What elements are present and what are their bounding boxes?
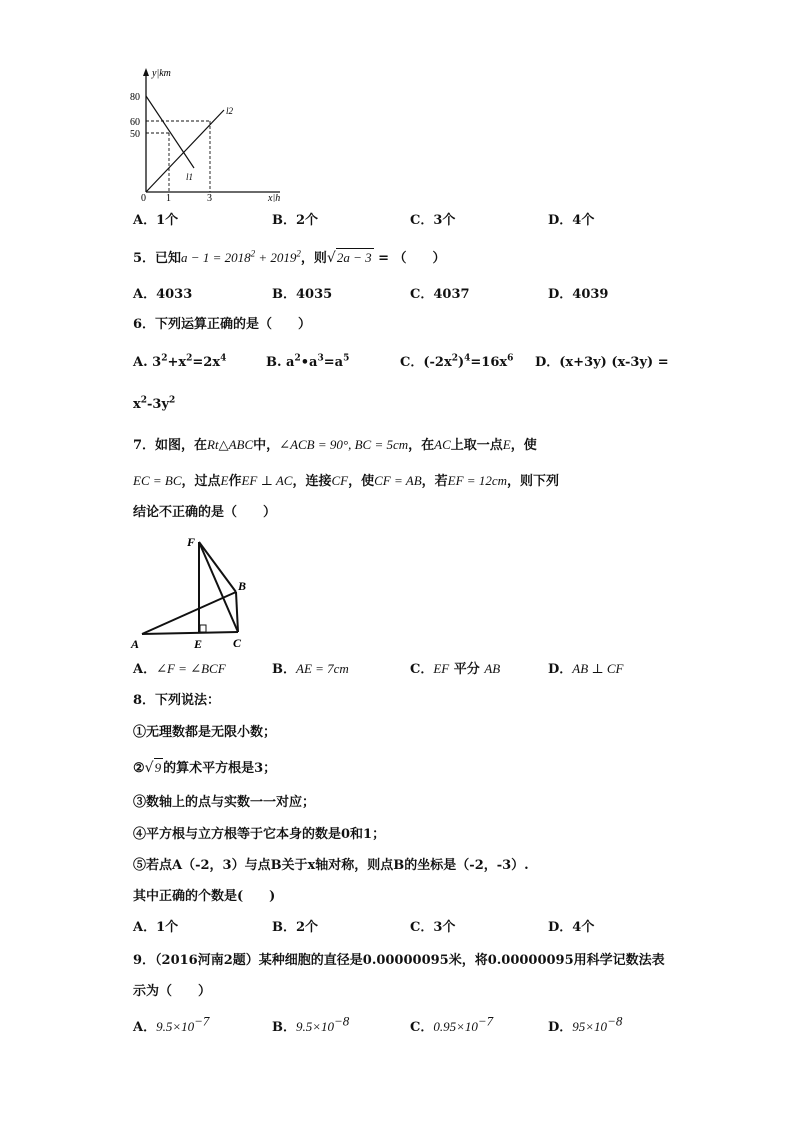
- y-tick-60: 60: [130, 117, 140, 128]
- q7-line-3: 结论不正确的是（ ）: [133, 505, 277, 520]
- segment-ab: [142, 592, 236, 634]
- q6-option-d-continued: $x^2-3y^2$: [133, 395, 176, 412]
- y-tick-80: 80: [130, 92, 140, 103]
- y-axis-arrow: [143, 68, 149, 76]
- q4-option-d: D．4个: [548, 213, 595, 228]
- distance-time-graph: [128, 62, 288, 202]
- q6-option-a: A. $3^2+x^2=2x^4$: [133, 353, 227, 370]
- q9-line-2: 示为（ ）: [133, 984, 212, 999]
- q8-option-c: C．3个: [410, 920, 456, 935]
- line-l2: [146, 110, 224, 192]
- label-b: B: [238, 579, 247, 593]
- q9-option-a: A．$9.5\times 10^{-7}$: [133, 1013, 210, 1035]
- label-c: C: [233, 636, 242, 650]
- label-f: F: [187, 535, 196, 549]
- label-e: E: [194, 637, 203, 651]
- x-tick-0: 0: [141, 193, 146, 202]
- q8-question: 其中正确的个数是( ): [133, 889, 276, 904]
- q5-stem: 5．已知$a - 1 = 2018^2 + 2019^2$，则√2a − 3 = （ ）: [133, 248, 446, 266]
- q5-option-b: B．4035: [272, 287, 333, 302]
- q7-option-c: C．EF 平分 AB: [410, 661, 501, 677]
- label-l1: l1: [186, 172, 194, 182]
- q8-statement-4: ④平方根与立方根等于它本身的数是0和1；: [133, 827, 386, 842]
- right-angle-mark: [200, 625, 206, 632]
- q6-option-c: C．$(-2x^2)^4=16x^6$: [400, 353, 514, 370]
- q8-option-b: B．2个: [272, 920, 319, 935]
- q7-option-a: A．∠F = ∠BCF: [133, 661, 226, 677]
- q7-option-b: B．AE = 7cm: [272, 661, 349, 677]
- q8-statement-1: ①无理数都是无限小数；: [133, 725, 277, 740]
- q7-option-d: D．AB ⊥ CF: [548, 661, 624, 677]
- y-axis-label: y|km: [152, 68, 171, 79]
- x-axis-label: x|h: [268, 193, 281, 202]
- q8-statement-2: ②√9 的算术平方根是3；: [133, 760, 277, 776]
- q8-statement-3: ③数轴上的点与实数一一对应；: [133, 795, 316, 810]
- q5-option-d: D．4039: [548, 287, 609, 302]
- label-a: A: [131, 637, 140, 651]
- q8-option-d: D．4个: [548, 920, 595, 935]
- q9-option-b: B．$9.5\times 10^{-8}$: [272, 1013, 350, 1035]
- segment-ac: [142, 632, 238, 634]
- q4-option-b: B．2个: [272, 213, 319, 228]
- q9-line-1: 9．（2016河南2题）某种细胞的直径是0.00000095米，将0.00000095用科学记数法表: [133, 953, 665, 968]
- q7-line-1: 7．如图，在Rt△ABC中，∠ACB = 90°, BC = 5cm，在AC上取一点E，使: [133, 437, 537, 453]
- q8-stem: 8．下列说法：: [133, 693, 221, 708]
- q7-line-2: EC = BC，过点E作EF ⊥ AC，连接CF，使CF = AB，若EF = 12cm，则下列: [133, 473, 559, 489]
- q8-statement-5: ⑤若点A（-2，3）与点B关于x轴对称，则点B的坐标是（-2，-3）.: [133, 858, 529, 873]
- x-tick-3: 3: [207, 193, 212, 202]
- triangle-figure: [130, 530, 260, 652]
- q8-option-a: A．1个: [133, 920, 179, 935]
- q5-option-c: C．4037: [410, 287, 470, 302]
- q4-option-a: A．1个: [133, 213, 179, 228]
- line-l1: [146, 96, 194, 168]
- q6-option-d: D．(x+3y) (x-3y) =: [535, 355, 669, 370]
- q5-option-a: A．4033: [133, 287, 193, 302]
- q6-stem: 6．下列运算正确的是（ ）: [133, 317, 312, 332]
- q4-option-c: C．3个: [410, 213, 456, 228]
- label-l2: l2: [226, 106, 234, 116]
- q9-option-d: D．$95\times 10^{-8}$: [548, 1013, 623, 1035]
- q6-option-b: B. $a^2•a^3=a^5$: [266, 353, 350, 370]
- y-tick-50: 50: [130, 129, 140, 140]
- x-tick-1: 1: [166, 193, 171, 202]
- q9-option-c: C．$0.95\times 10^{-7}$: [410, 1013, 494, 1035]
